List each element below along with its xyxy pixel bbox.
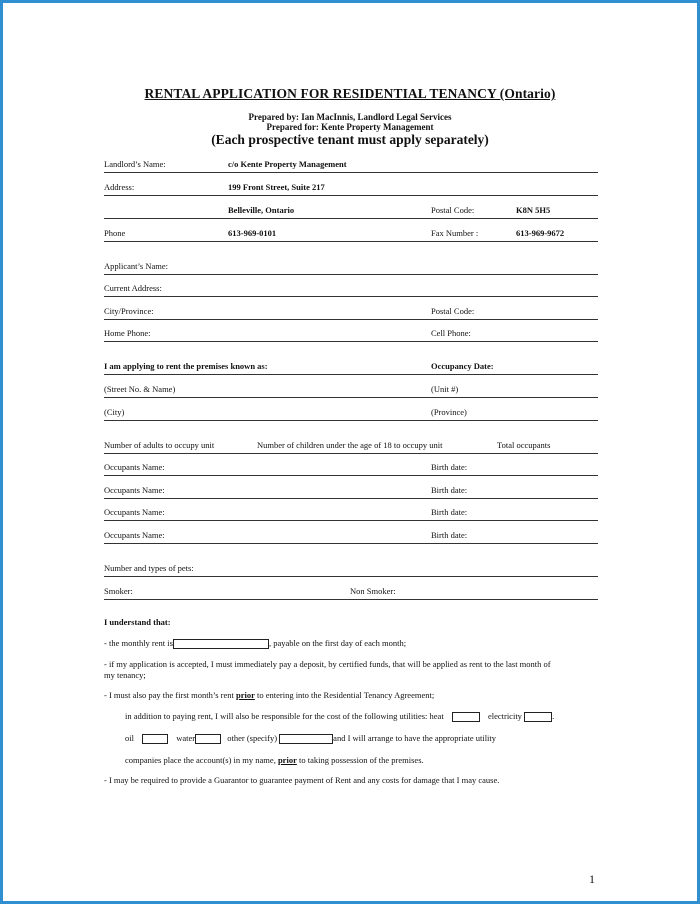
cell-phone-label: Cell Phone: xyxy=(431,328,471,338)
street-label: (Street No. & Name) xyxy=(104,384,176,394)
city-province-label: City/Province: xyxy=(104,306,154,316)
landlord-phone-row xyxy=(104,224,598,242)
landlord-address-label: Address: xyxy=(104,182,135,192)
companies-suffix: to taking possession of the premises. xyxy=(298,755,424,765)
adults-label: Number of adults to occupy unit xyxy=(104,440,215,450)
oil-box[interactable] xyxy=(142,734,168,744)
province-label: (Province) xyxy=(431,407,467,417)
birth-date-label: Birth date: xyxy=(431,507,468,517)
first-month-prefix: - I must also pay the first month’s rent xyxy=(104,690,234,700)
occupant-name-label: Occupants Name: xyxy=(104,507,165,517)
smoker-field[interactable] xyxy=(104,582,598,600)
arrange-text: and I will arrange to have the appropriate utility xyxy=(333,733,497,743)
monthly-rent-line xyxy=(104,638,406,649)
occupant-row[interactable] xyxy=(104,481,598,499)
understand-heading: I understand that: xyxy=(104,617,171,627)
home-phone-label: Home Phone: xyxy=(104,328,151,338)
oil-label: oil xyxy=(125,733,134,743)
other-box[interactable] xyxy=(279,734,333,744)
landlord-address-row xyxy=(104,178,598,196)
utilities-prefix: in addition to paying rent, I will also be responsible for the cost of the following utilities: heat xyxy=(125,711,444,721)
other-label: other (specify) xyxy=(227,733,278,743)
applicant-name-label: Applicant’s Name: xyxy=(104,261,168,271)
premises-city-label: (City) xyxy=(104,407,125,417)
landlord-phone-value: 613-969-0101 xyxy=(228,228,277,238)
companies-line xyxy=(125,755,424,765)
utilities-line: in addition to paying rent, I will also be responsible for the cost of the following utilities: heat electricity . xyxy=(125,711,555,721)
smoker-label: Smoker: xyxy=(104,586,133,596)
birth-date-label: Birth date: xyxy=(431,530,468,540)
landlord-name-row xyxy=(104,155,598,173)
water-label: water xyxy=(176,733,196,743)
children-label: Number of children under the age of 18 to occupy unit xyxy=(257,440,443,450)
deposit-line-1: - if my application is accepted, I must immediately pay a deposit, by certified funds, that will be applied as rent to the last month of xyxy=(104,659,551,669)
landlord-city-value: Belleville, Ontario xyxy=(228,205,295,215)
occupants-count-row[interactable] xyxy=(104,436,598,454)
page-number: 1 xyxy=(589,872,595,886)
landlord-name-value: c/o Kente Property Management xyxy=(228,159,347,169)
rent-amount-box[interactable] xyxy=(173,639,269,649)
current-address-label: Current Address: xyxy=(104,283,162,293)
occupant-row[interactable] xyxy=(104,458,598,476)
apply-separately-banner: (Each prospective tenant must apply separately) xyxy=(211,132,489,147)
landlord-name-label: Landlord’s Name: xyxy=(104,159,166,169)
occupant-name-label: Occupants Name: xyxy=(104,462,165,472)
prepared-by: Prepared by: Ian MacInnis, Landlord Legal Services xyxy=(248,112,452,122)
companies-prefix: companies place the account(s) in my name, xyxy=(125,755,276,765)
landlord-postal-label: Postal Code: xyxy=(431,205,475,215)
pets-label: Number and types of pets: xyxy=(104,563,194,573)
heat-box[interactable] xyxy=(452,712,480,722)
phone-field[interactable] xyxy=(104,324,598,342)
current-address-field[interactable] xyxy=(104,279,598,297)
oil-water-line xyxy=(125,733,496,744)
landlord-fax-value: 613-969-9672 xyxy=(516,228,565,238)
premises-applying-label: I am applying to rent the premises known as: xyxy=(104,361,268,371)
water-box[interactable] xyxy=(195,734,221,744)
first-month-line xyxy=(104,690,434,700)
occupant-row[interactable] xyxy=(104,503,598,521)
occupant-name-label: Occupants Name: xyxy=(104,530,165,540)
total-occupants-label: Total occupants xyxy=(497,440,551,450)
landlord-fax-label: Fax Number : xyxy=(431,228,479,238)
premises-street-field[interactable] xyxy=(104,380,598,398)
applicant-postal-label: Postal Code: xyxy=(431,306,475,316)
first-month-prior: prior xyxy=(235,690,255,700)
landlord-postal-value: K8N 5H5 xyxy=(516,205,551,215)
electricity-box[interactable] xyxy=(524,712,552,722)
first-month-suffix: to entering into the Residential Tenancy Agreement; xyxy=(256,690,435,700)
pets-field[interactable] xyxy=(104,559,598,577)
rent-suffix: , payable on the first day of each month; xyxy=(268,638,407,648)
deposit-line-2: my tenancy; xyxy=(104,670,146,680)
birth-date-label: Birth date: xyxy=(431,485,468,495)
applicant-name-field[interactable] xyxy=(104,257,598,275)
unit-label: (Unit #) xyxy=(431,384,459,394)
landlord-phone-label: Phone xyxy=(104,228,126,238)
form-title: RENTAL APPLICATION FOR RESIDENTIAL TENANCY (Ontario) xyxy=(144,86,556,101)
guarantor-line: - I may be required to provide a Guarantor to guarantee payment of Rent and any costs for damage that I may cause. xyxy=(104,775,500,785)
occupant-row[interactable] xyxy=(104,526,598,544)
prepared-for: Prepared for: Kente Property Management xyxy=(266,122,434,132)
premises-heading-row xyxy=(104,357,598,375)
city-province-field[interactable] xyxy=(104,302,598,320)
companies-prior: prior xyxy=(277,755,297,765)
occupant-name-label: Occupants Name: xyxy=(104,485,165,495)
occupancy-date-label: Occupancy Date: xyxy=(431,361,494,371)
landlord-city-row xyxy=(104,201,598,219)
electricity-label: electricity xyxy=(487,711,522,721)
rent-prefix: - the monthly rent is xyxy=(104,638,173,648)
landlord-address-value: 199 Front Street, Suite 217 xyxy=(228,182,325,192)
non-smoker-label: Non Smoker: xyxy=(350,586,396,596)
premises-city-field[interactable] xyxy=(104,403,598,421)
birth-date-label: Birth date: xyxy=(431,462,468,472)
